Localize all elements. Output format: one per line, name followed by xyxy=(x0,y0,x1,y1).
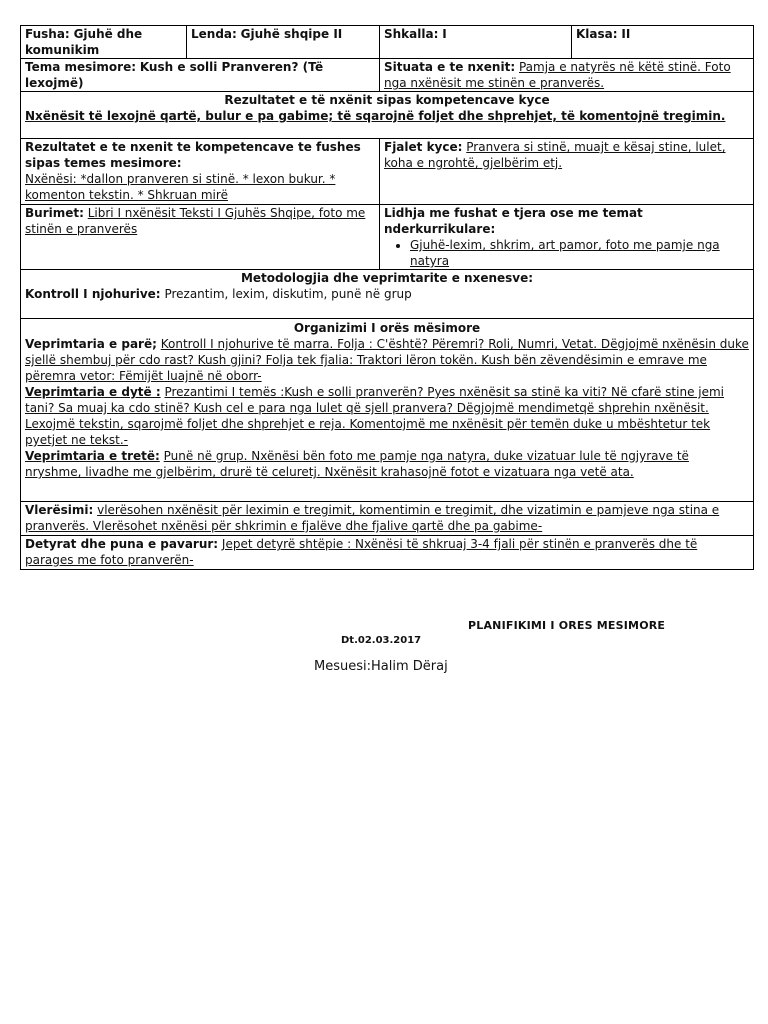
competence-results-text: Nxënësit të lexojnë qartë, bulur e pa gabime; të sqarojnë foljet dhe shprehjet, të komentojnë tregimin. xyxy=(25,109,726,123)
field-results-label: Rezultatet e te nxenit te kompetencave te fushes sipas temes mesimore: xyxy=(25,140,361,170)
lesson-plan-table xyxy=(20,25,754,570)
assessment-label: Vlerësimi: xyxy=(25,503,94,517)
klasa-value: II xyxy=(621,27,631,41)
activity-three-text: Punë në grup. Nxënësi bën foto me pamje nga natyra, duke vizatuar lule të ngjyrave të nryshme, livadhe me gjelbërim, drurë të celuretj. Nxënësit krahasojnë fotot e vizatuara nga vetë ata. xyxy=(25,449,689,479)
plan-date: Dt.02.03.2017 xyxy=(341,635,422,646)
plan-title: PLANIFIKIMI I ORES MESIMORE xyxy=(468,619,666,632)
field-results-cell xyxy=(21,139,380,205)
tema-value: Kush e solli Pranveren? (Të lexojmë) xyxy=(25,60,324,90)
competence-results-cell xyxy=(21,92,754,139)
keywords-cell xyxy=(380,139,754,205)
activity-one-text: Kontroll I njohurive të marra. Folja : C'është? Përemri? Roli, Numri, Vetat. Dëgjojmë nxënësin duke sjellë shembuj për cdo rast? Kush gjini? Folja tek fjalia: Traktori lëron tokën. Kush bën zëvendësimin e emrave me përemra vetor: Fëmijët luajnë në oborr- xyxy=(25,337,749,383)
competence-results-heading: Rezultatet e të nxënit sipas kompetencave kyce xyxy=(224,93,550,107)
resources-cell xyxy=(21,205,380,270)
activity-two-text: Prezantimi I temës :Kush e solli pranverën? Pyes nxënësit sa stinë ka viti? Në cfarë stine jemi tani? Sa muaj ka cdo stinë? Kush cel e para nga lulet që sjell pranvera? Dëgjojmë mendimetqë shprehin nxënësit. Lexojmë tekstin, sqarojmë foljet dhe shprehjet e reja. Komentojmë me nxënësit për temën duke u mbështetur tek pyetjet ne tekst.- xyxy=(25,385,725,447)
keywords-value: Pranvera si stinë, muajt e kësaj stine, lulet, koha e ngrohtë, gjelbërim etj. xyxy=(384,140,726,170)
methodology-value: Prezantim, lexim, diskutim, punë në grup xyxy=(164,287,412,301)
activity-one-label: Veprimtaria e parë; xyxy=(25,337,157,351)
assessment-cell xyxy=(21,502,754,536)
klasa-cell xyxy=(572,26,754,59)
tema-cell xyxy=(21,59,380,92)
situata-label: Situata e te nxenit: xyxy=(384,60,516,74)
lenda-label: Lenda: xyxy=(191,27,237,41)
lenda-cell xyxy=(187,26,380,59)
row-homework xyxy=(21,536,754,570)
teacher-name: Mesuesi:Halim Dëraj xyxy=(314,659,448,674)
list-item: • Gjuhë-lexim, shkrim, art pamor, foto me pamje nga natyra xyxy=(410,237,749,269)
resources-label: Burimet: xyxy=(25,206,84,220)
methodology-label: Kontroll I njohurive: xyxy=(25,287,161,301)
resources-value: Libri I nxënësit Teksti I Gjuhës Shqipe, foto me stinën e pranverës xyxy=(25,206,366,236)
assessment-text: vlerësohen nxënësit për leximin e tregimit, komentimin e tregimit, dhe vizatimin e pamjeve nga stina e pranverës. Vlerësohet nxënësi për shkrimin e fjalëve dhe fjalive qartë dhe pa gabime- xyxy=(25,503,720,533)
activity-one xyxy=(25,336,749,384)
row-resources xyxy=(21,205,754,270)
row-methodology xyxy=(21,270,754,319)
fusha-label: Fusha: xyxy=(25,27,70,41)
cross-curricular-cell xyxy=(380,205,754,270)
row-assessment xyxy=(21,502,754,536)
situata-cell xyxy=(380,59,754,92)
homework-text: Jepet detyrë shtëpie : Nxënësi të shkruaj 3-4 fjali për stinën e pranverës dhe të parages me foto pranverën- xyxy=(25,537,698,567)
activity-three xyxy=(25,448,749,480)
lenda-value: Gjuhë shqipe II xyxy=(240,27,343,41)
methodology-heading: Metodologjia dhe veprimtarite e nxenesve: xyxy=(240,271,534,285)
tema-label: Tema mesimore: xyxy=(25,60,137,74)
row-organization xyxy=(21,319,754,502)
row-field-results xyxy=(21,139,754,205)
cross-curricular-list xyxy=(384,237,749,269)
organization-heading: Organizimi I orës mësimore xyxy=(293,321,481,335)
homework-label: Detyrat dhe puna e pavarur: xyxy=(25,537,219,551)
fusha-cell xyxy=(21,26,187,59)
row-topic xyxy=(21,59,754,92)
field-results-value: Nxënësi: *dallon pranveren si stinë. * lexon bukur. * komenton tekstin. * Shkruan mirë xyxy=(25,172,336,202)
activity-three-label: Veprimtaria e tretë: xyxy=(25,449,160,463)
cross-curricular-label: Lidhja me fushat e tjera ose me temat nderkurrikulare: xyxy=(384,206,643,236)
shkalla-label: Shkalla: xyxy=(384,27,439,41)
methodology-cell xyxy=(21,270,754,319)
activity-two-label: Veprimtaria e dytë : xyxy=(25,385,161,399)
situata-value: Pamja e natyrës në këtë stinë. Foto nga nxënësit me stinën e pranverës. xyxy=(384,60,731,90)
keywords-label: Fjalet kyce: xyxy=(384,140,463,154)
fusha-value: Gjuhë dhe komunikim xyxy=(25,27,143,57)
lesson-plan xyxy=(20,25,753,570)
homework-cell xyxy=(21,536,754,570)
row-subject-info xyxy=(21,26,754,59)
klasa-label: Klasa: xyxy=(576,27,618,41)
shkalla-value: I xyxy=(442,27,447,41)
activity-two xyxy=(25,384,749,448)
shkalla-cell xyxy=(380,26,572,59)
organization-cell xyxy=(21,319,754,502)
row-competence-results xyxy=(21,92,754,139)
